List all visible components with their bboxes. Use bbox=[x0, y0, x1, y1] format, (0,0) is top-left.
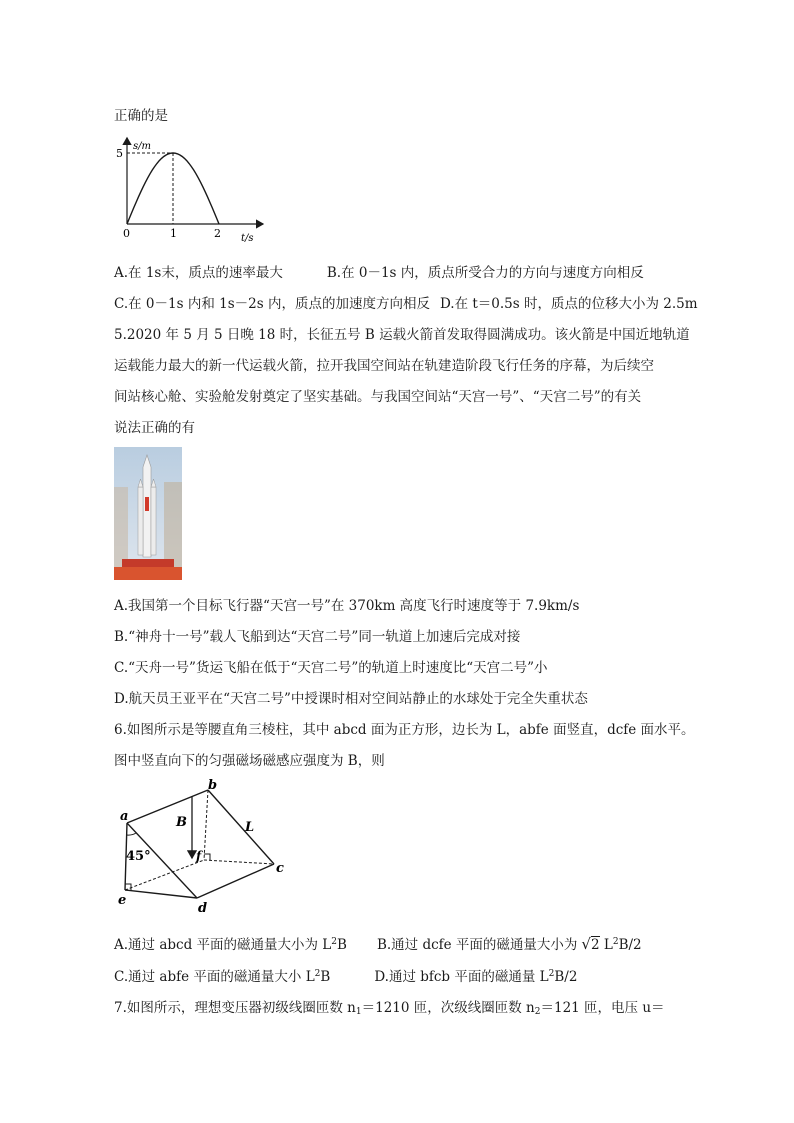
q5-rocket-photo bbox=[114, 447, 182, 580]
q6-options-row-1 bbox=[114, 933, 642, 953]
graph-y-label: s/m bbox=[133, 141, 151, 152]
q6-option-a: A.通过 abcd 平面的磁通量大小为 $L^2B$ bbox=[114, 937, 347, 953]
q6-options-row-2 bbox=[114, 965, 577, 985]
q7-stem-line-1: 7.如图所示，理想变压器初级线圈匝数 $n_1=1210$ 匝，次级线圈匝数 $n_2=121$ 匝，电压 u＝ bbox=[114, 1000, 665, 1017]
q6-prism-figure bbox=[112, 778, 302, 918]
q5-option-a: A.我国第一个目标飞行器“天宫一号”在 370km 高度飞行时速度等于 7.9km/s bbox=[114, 598, 580, 614]
q4-displacement-time-graph bbox=[113, 134, 283, 246]
q4-tail-text: 正确的是 bbox=[114, 108, 168, 124]
q6-stem-line-2: 图中竖直向下的匀强磁场磁感应强度为 B，则 bbox=[114, 753, 385, 769]
q6-option-c: C.通过 abfe 平面的磁通量大小 $L^2B$ bbox=[114, 969, 331, 985]
q5-option-d: D.航天员王亚平在“天宫二号”中授课时相对空间站静止的水球处于完全失重状态 bbox=[114, 691, 588, 707]
angle-label: 45° bbox=[126, 849, 151, 864]
b-field-label: B bbox=[176, 815, 187, 830]
q5-stem-line-2: 运载能力最大的新一代运载火箭，拉开我国空间站在轨建造阶段飞行任务的序幕，为后续空 bbox=[114, 358, 654, 374]
vertex-e-label: e bbox=[118, 893, 127, 908]
vertex-c-label: c bbox=[276, 861, 284, 876]
graph-x-tick-1: 1 bbox=[170, 227, 177, 240]
q4-option-b: B.在 0－1s 内，质点所受合力的方向与速度方向相反 bbox=[326, 265, 644, 281]
q5-stem-line-4: 说法正确的有 bbox=[114, 420, 195, 436]
q5-option-b: B.“神舟十一号”载人飞船到达“天宫二号”同一轨道上加速后完成对接 bbox=[114, 629, 521, 645]
q4-options-row-2 bbox=[114, 292, 698, 312]
vertex-b-label: b bbox=[208, 778, 218, 793]
q6-option-b: B.通过 dcfe 平面的磁通量大小为 √2 $L^2B/2$ bbox=[376, 935, 642, 953]
graph-y-tick-5: 5 bbox=[116, 147, 123, 160]
graph-x-label: t/s bbox=[241, 233, 254, 244]
sqrt-symbol: √ bbox=[581, 935, 591, 953]
vertex-a-label: a bbox=[120, 809, 129, 824]
vertex-f-label: f bbox=[196, 849, 202, 863]
q4-option-a: A.在 1s末，质点的速率最大 bbox=[114, 265, 283, 281]
graph-x-tick-0: 0 bbox=[123, 227, 130, 240]
q4-options-row-1 bbox=[114, 261, 644, 281]
q6-option-d: D.通过 bfcb 平面的磁通量 $L^2B/2$ bbox=[374, 969, 578, 985]
graph-x-tick-2: 2 bbox=[214, 227, 221, 240]
vertex-d-label: d bbox=[198, 901, 208, 916]
q4-option-d: D.在 t＝0.5s 时，质点的位移大小为 2.5m bbox=[439, 296, 698, 312]
q5-stem-line-1: 5.2020 年 5 月 5 日晚 18 时，长征五号 B 运载火箭首发取得圆满成功。该火箭是中国近地轨道 bbox=[114, 327, 690, 343]
q5-stem-line-3: 间站核心舱、实验舱发射奠定了坚实基础。与我国空间站“天宫一号”、“天宫二号”的有关 bbox=[114, 389, 642, 405]
edge-length-label: L bbox=[245, 820, 255, 835]
q5-option-c: C.“天舟一号”货运飞船在低于“天宫二号”的轨道上时速度比“天宫二号”小 bbox=[114, 660, 548, 676]
q4-option-c: C.在 0－1s 内和 1s－2s 内，质点的加速度方向相反 bbox=[114, 296, 430, 312]
q6-stem-line-1: 6.如图所示是等腰直角三棱柱，其中 abcd 面为正方形，边长为 L，abfe 面竖直，dcfe 面水平。 bbox=[114, 722, 695, 738]
